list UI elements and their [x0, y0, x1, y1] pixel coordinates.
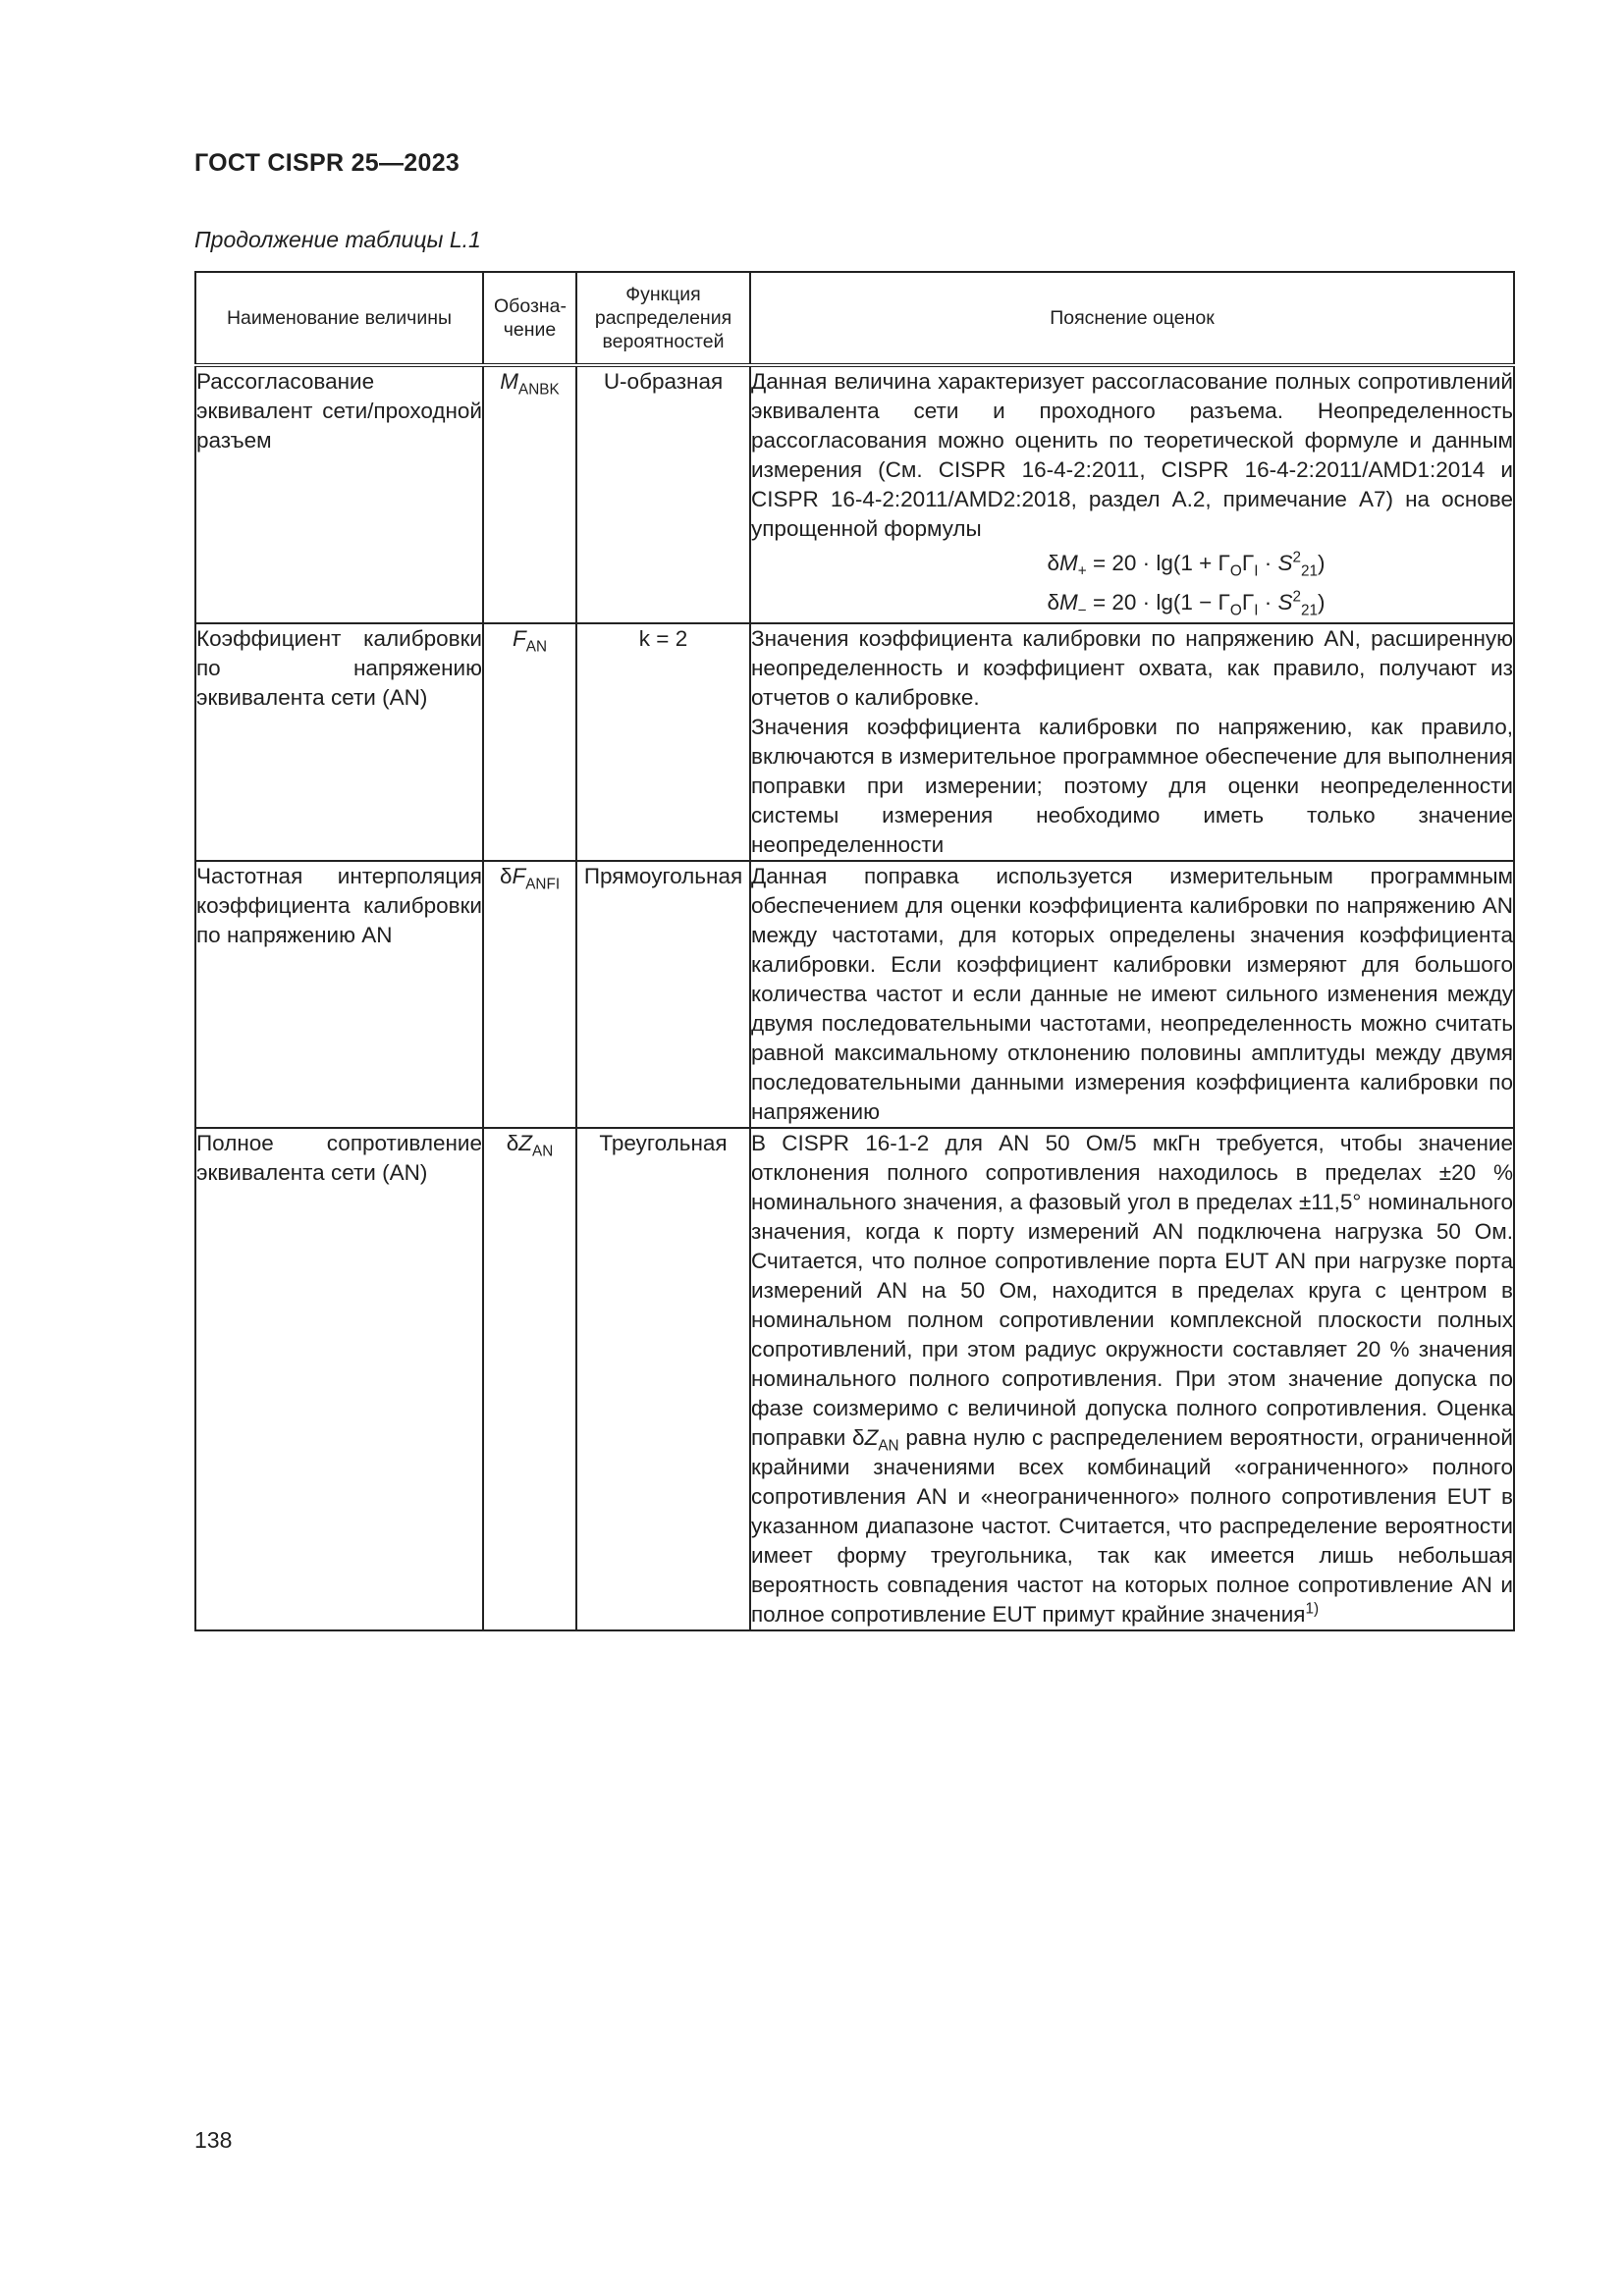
- table-header-row: [195, 272, 1514, 365]
- explanation-text: Значения коэффициента калибровки по напряжению, как правило, включаются в измерительное программное обеспечение для выполнения поправки при измерении; поэтому для оценки неопределенности системы измерения необходимо иметь только значение неопределенности: [751, 715, 1513, 857]
- explanation-text: Данная величина характеризует рассогласование полных сопротивлений эквивалента сети и проходного разъема. Неопределенность рассогласования можно оценить по теоретической формуле и данным измерения (См. CISPR 16-4-2:2011, CISPR 16-4-2:2011/AMD1:2014 и CISPR 16-4-2:2011/AMD2:2018, раздел А.2, примечание А7) на основе упрощенной формулы: [751, 369, 1513, 541]
- explanation-text: Значения коэффициента калибровки по напряжению AN, расширенную неопределенность и коэффициент охвата, как правило, получают из отчетов о калибровке.: [751, 626, 1513, 710]
- table-row: [195, 861, 1514, 1128]
- explanation: [750, 623, 1514, 861]
- distribution-function: Треугольная: [576, 1128, 750, 1630]
- explanation: [750, 1128, 1514, 1630]
- table-row: [195, 365, 1514, 623]
- table-row: [195, 623, 1514, 861]
- quantity-symbol: $F_{AN}$: [483, 623, 576, 861]
- quantity-symbol: $\delta F_{ANFI}$: [483, 861, 576, 1128]
- distribution-function: k = 2: [576, 623, 750, 861]
- document-title: ГОСТ CISPR 25—2023: [194, 149, 460, 177]
- quantity-symbol: $\delta Z_{AN}$: [483, 1128, 576, 1630]
- explanation: [750, 861, 1514, 1128]
- quantity-name: Коэффициент калибровки по напряжению эквивалента сети (AN): [195, 623, 483, 861]
- quantity-name: Полное сопротивление эквивалента сети (AN): [195, 1128, 483, 1630]
- explanation-text: В CISPR 16-1-2 для AN 50 Ом/5 мкГн требуется, чтобы значение отклонения полного сопротивления находилось в пределах ±20 % номинального значения, а фазовый угол в пределах ±11,5° номинального значения, когда к порту измерений AN подключена нагрузка 50 Ом. Считается, что полное сопротивление порта EUT AN при нагрузке порта измерений AN на 50 Ом, находится в пределах круга с центром в номинальном полном сопротивлении комплексной плоскости полных сопротивлений, при этом радиус окружности составляет 20 % значения номинального полного сопротивления. При этом значение допуска по фазе соизмеримо с величиной допуска полного сопротивления. Оценка поправки $\delta Z_{AN}$ равна нулю с распределением вероятности, ограниченной крайними значениями всех комбинаций «ограниченного» полного сопротивления AN и «неограниченного» полного сопротивления EUT в указанном диапазоне частот. Считается, что распределение вероятности имеет форму треугольника, так как имеется лишь небольшая вероятность совпадения частот на которых полное сопротивление AN и полное сопротивление EUT примут крайние значения$^{1)}$: [751, 1131, 1513, 1627]
- formula-minus: $\delta M_- = 20 \cdot \lg(1 - \Gamma_O\Gamma_I \cdot S^2_{21})$: [1047, 588, 1326, 619]
- distribution-function: Прямоугольная: [576, 861, 750, 1128]
- column-header-explanation: Пояснение оценок: [750, 272, 1514, 365]
- table-row: [195, 1128, 1514, 1630]
- quantity-name: Частотная интерполяция коэффициента калибровки по напряжению AN: [195, 861, 483, 1128]
- formula-plus: $\delta M_+ = 20 \cdot \lg(1 + \Gamma_O\Gamma_I \cdot S^2_{21})$: [1047, 549, 1326, 580]
- quantity-symbol: $M_{ANBK}$: [483, 365, 576, 623]
- distribution-function: U-образная: [576, 365, 750, 623]
- quantity-name: Рассогласование эквивалент сети/проходной разъем: [195, 365, 483, 623]
- column-header-name: Наименование величины: [195, 272, 483, 365]
- column-header-distribution: Функция распределения вероятностей: [576, 272, 750, 365]
- explanation-text: Данная поправка используется измерительным программным обеспечением для оценки коэффициента калибровки по напряжению AN между частотами, для которых определены значения коэффициента калибровки. Если коэффициент калибровки измеряют для большого количества частот и если данные не имеют сильного изменения между двумя последовательными частотами, неопределенность можно считать равной максимальному отклонению половины амплитуды между двумя последовательными данными измерения коэффициента калибровки по напряжению: [751, 864, 1513, 1124]
- explanation: [750, 365, 1514, 623]
- uncertainty-table: [194, 271, 1515, 1631]
- footnote-mark: 1): [1305, 1600, 1320, 1618]
- table-caption: Продолжение таблицы L.1: [194, 227, 481, 252]
- page-number: 138: [194, 2127, 233, 2153]
- column-header-symbol: Обозна-чение: [483, 272, 576, 365]
